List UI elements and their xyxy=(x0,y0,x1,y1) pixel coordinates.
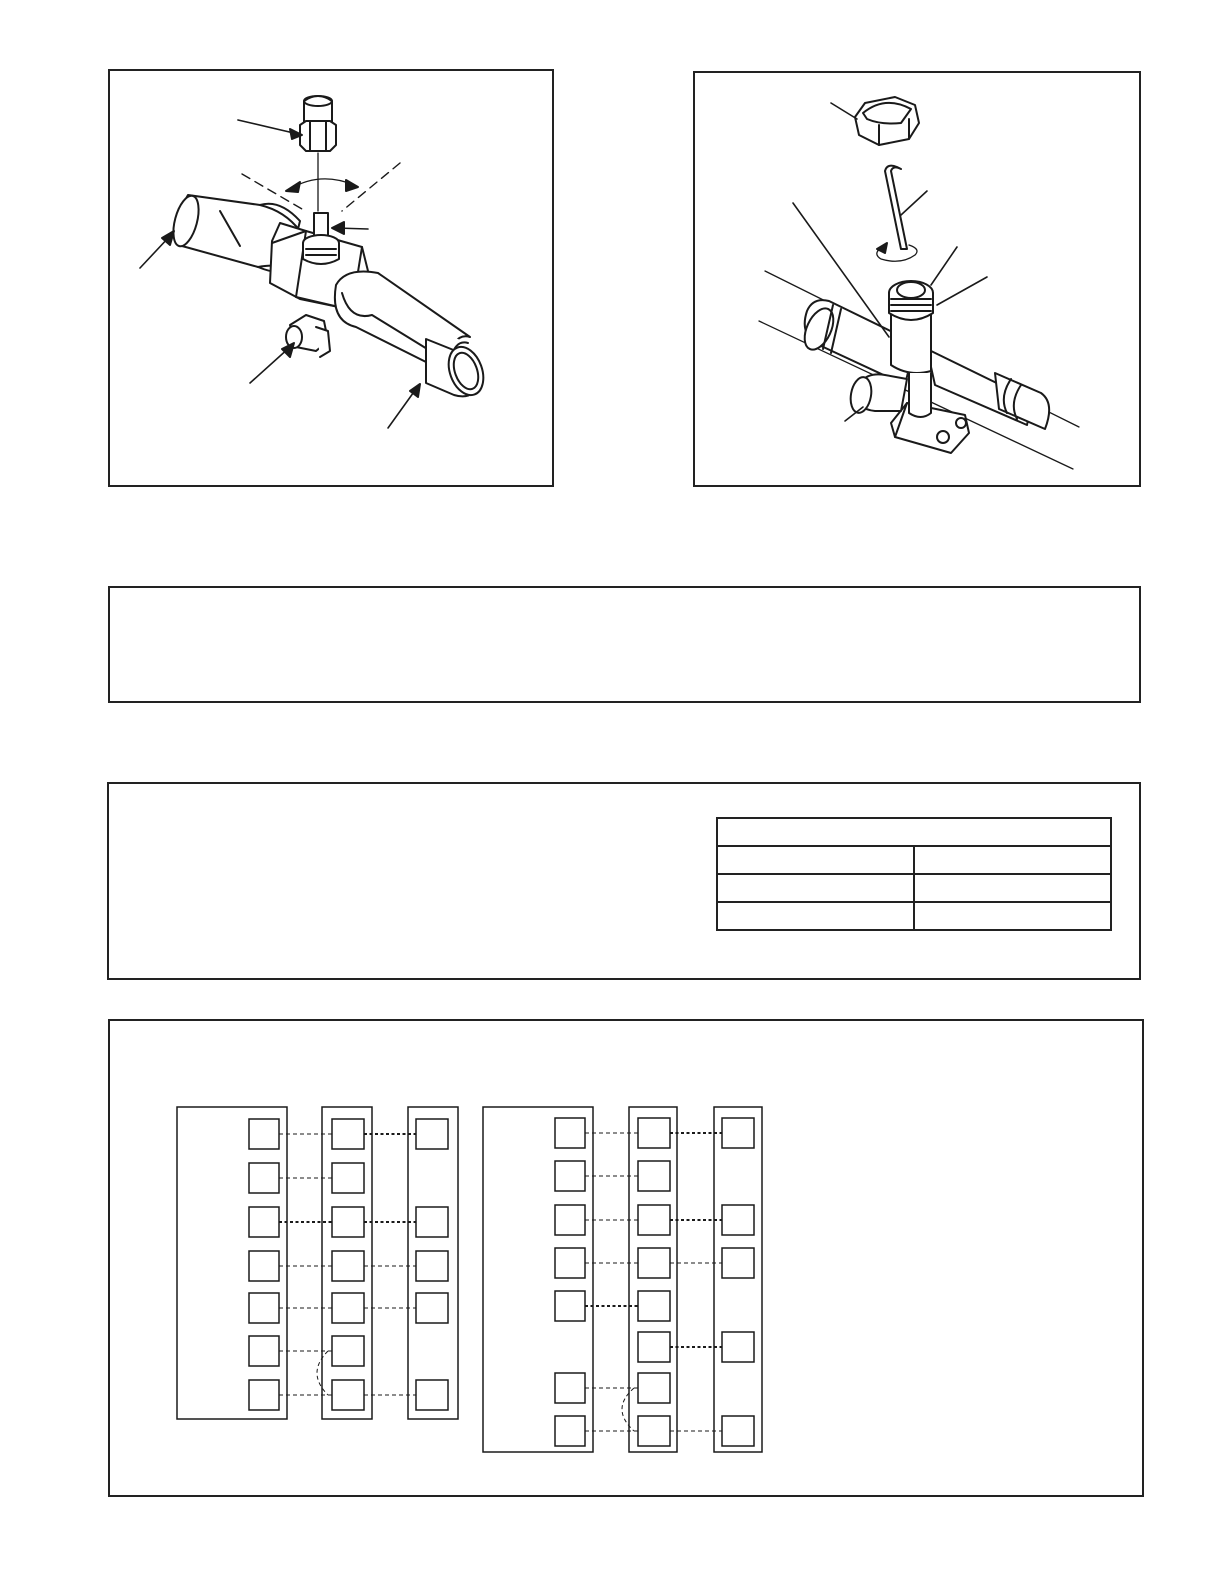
terminal xyxy=(249,1163,279,1193)
terminal xyxy=(249,1293,279,1323)
terminal-strip xyxy=(714,1107,762,1452)
table-header-cell xyxy=(717,818,1111,846)
terminal xyxy=(332,1293,364,1323)
service-valve-illustration xyxy=(695,73,1139,485)
table-row xyxy=(717,902,1111,930)
table-cell xyxy=(914,902,1111,930)
hex-key-tool xyxy=(877,166,917,262)
terminal xyxy=(249,1119,279,1149)
figure-ball-valve xyxy=(108,69,554,487)
terminal xyxy=(332,1119,364,1149)
terminal xyxy=(638,1248,670,1278)
terminal xyxy=(416,1207,448,1237)
terminal xyxy=(555,1248,585,1278)
table-cell xyxy=(717,846,914,874)
terminal xyxy=(416,1380,448,1410)
table-box xyxy=(107,782,1141,980)
terminal xyxy=(332,1207,364,1237)
terminal xyxy=(555,1416,585,1446)
wiring-diagram-box xyxy=(108,1019,1144,1497)
terminal xyxy=(722,1118,754,1148)
figure-service-valve xyxy=(693,71,1141,487)
terminal xyxy=(722,1248,754,1278)
wiring-diagram xyxy=(110,1021,1142,1495)
terminal xyxy=(555,1373,585,1403)
terminal xyxy=(638,1416,670,1446)
wiring-panel-b xyxy=(483,1107,762,1452)
table-cell xyxy=(717,874,914,902)
service-valve-top-cap xyxy=(855,97,919,145)
valve-right-tube xyxy=(335,272,490,400)
terminal xyxy=(332,1380,364,1410)
terminal xyxy=(638,1332,670,1362)
terminal xyxy=(722,1205,754,1235)
terminal xyxy=(332,1251,364,1281)
table-cell xyxy=(914,874,1111,902)
table-header-row xyxy=(717,818,1111,846)
terminal xyxy=(638,1161,670,1191)
service-valve-side-cap xyxy=(848,374,907,414)
table-cell xyxy=(914,846,1111,874)
ball-valve-illustration xyxy=(110,71,552,485)
terminal xyxy=(249,1207,279,1237)
terminal xyxy=(638,1291,670,1321)
data-table xyxy=(716,817,1112,931)
table-cell xyxy=(717,902,914,930)
terminal xyxy=(249,1251,279,1281)
terminal xyxy=(638,1205,670,1235)
terminal xyxy=(722,1332,754,1362)
wiring-panel-a xyxy=(177,1107,458,1419)
terminal xyxy=(638,1118,670,1148)
terminal xyxy=(555,1118,585,1148)
terminal xyxy=(332,1336,364,1366)
terminal xyxy=(638,1373,670,1403)
terminal xyxy=(722,1416,754,1446)
terminal xyxy=(416,1293,448,1323)
table-row xyxy=(717,846,1111,874)
terminal xyxy=(416,1251,448,1281)
valve-cap xyxy=(300,96,336,151)
notice-box xyxy=(108,586,1141,703)
terminal xyxy=(249,1336,279,1366)
table-row xyxy=(717,874,1111,902)
terminal xyxy=(416,1119,448,1149)
terminal xyxy=(555,1161,585,1191)
terminal xyxy=(332,1163,364,1193)
terminal xyxy=(555,1291,585,1321)
terminal xyxy=(249,1380,279,1410)
terminal xyxy=(555,1205,585,1235)
